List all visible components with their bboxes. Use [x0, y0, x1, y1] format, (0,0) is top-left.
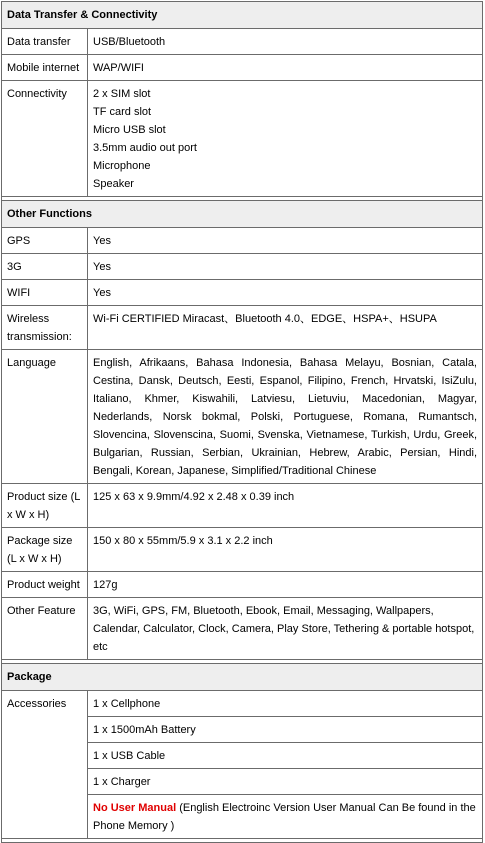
- spec-row-accessory: [2, 691, 483, 717]
- spec-value: USB/Bluetooth: [88, 29, 483, 55]
- section-header-package: [2, 664, 483, 691]
- spec-label: Connectivity: [2, 81, 88, 197]
- section-header-data-transfer: [2, 2, 483, 29]
- section-title: Data Transfer & Connectivity: [2, 2, 483, 29]
- spec-table: [1, 1, 483, 843]
- spec-label: Mobile internet: [2, 55, 88, 81]
- spec-value: 150 x 80 x 55mm/5.9 x 3.1 x 2.2 inch: [88, 528, 483, 572]
- accessory-item: 1 x USB Cable: [88, 743, 483, 769]
- spec-value-list: [88, 81, 483, 197]
- manual-note-cell: [88, 795, 483, 839]
- spec-value: 127g: [88, 572, 483, 598]
- spec-label: Product size (L x W x H): [2, 484, 88, 528]
- list-item: Micro USB slot: [93, 124, 166, 136]
- spec-label: WIFI: [2, 280, 88, 306]
- accessory-item: 1 x Charger: [88, 769, 483, 795]
- spec-label: Accessories: [2, 691, 88, 839]
- spec-row-other-feature: [2, 598, 483, 660]
- spec-label: Language: [2, 350, 88, 484]
- list-item: Microphone: [93, 160, 151, 172]
- spec-value: Wi-Fi CERTIFIED Miracast、Bluetooth 4.0、EDGE、HSPA+、HSUPA: [88, 306, 483, 350]
- section-gap: [2, 839, 483, 843]
- spec-label: Package size (L x W x H): [2, 528, 88, 572]
- spec-row-product-weight: [2, 572, 483, 598]
- list-item: TF card slot: [93, 106, 152, 118]
- spec-value: 125 x 63 x 9.9mm/4.92 x 2.48 x 0.39 inch: [88, 484, 483, 528]
- spec-row-data-transfer: [2, 29, 483, 55]
- spec-row-wifi: [2, 280, 483, 306]
- list-item: Speaker: [93, 178, 134, 190]
- list-item: 3.5mm audio out port: [93, 142, 197, 154]
- spec-row-gps: [2, 228, 483, 254]
- spec-row-connectivity: [2, 81, 483, 197]
- spec-row-package-size: [2, 528, 483, 572]
- spec-value: Yes: [88, 280, 483, 306]
- manual-note-text: (English Electroinc Version User Manual Can Be found in the Phone Memory ): [93, 802, 476, 832]
- section-title: Package: [2, 664, 483, 691]
- spec-label: GPS: [2, 228, 88, 254]
- spec-label: Wireless transmission:: [2, 306, 88, 350]
- no-user-manual-label: No User Manual: [93, 802, 177, 814]
- spec-value: Yes: [88, 228, 483, 254]
- spec-row-3g: [2, 254, 483, 280]
- spec-label: Other Feature: [2, 598, 88, 660]
- spec-value: Yes: [88, 254, 483, 280]
- spec-row-wireless-transmission: [2, 306, 483, 350]
- accessory-item: 1 x Cellphone: [88, 691, 483, 717]
- spec-row-mobile-internet: [2, 55, 483, 81]
- spec-label: Data transfer: [2, 29, 88, 55]
- spec-label: 3G: [2, 254, 88, 280]
- spec-label: Product weight: [2, 572, 88, 598]
- accessory-item: 1 x 1500mAh Battery: [88, 717, 483, 743]
- spec-value: 3G, WiFi, GPS, FM, Bluetooth, Ebook, Email, Messaging, Wallpapers, Calendar, Calculator, Clock, Camera, Play Store, Tethering & portable hotspot, etc: [88, 598, 483, 660]
- list-item: 2 x SIM slot: [93, 88, 151, 100]
- spec-value: English, Afrikaans, Bahasa Indonesia, Bahasa Melayu, Bosnian, Catala, Cestina, Dansk, Deutsch, Eesti, Espanol, Filipino, French, Hrvatski, IsiZulu, Italiano, Khmer, Kiswahili, Latviesu, Lietuviu, Macedonian, Magyar, Nederlands, Norsk bokmal, Polski, Portuguese, Romana, Rumantsch, Slovencina, Slovenscina, Suomi, Svenska, Vietnamese, Turkish, Urdu, Greek, Bulgarian, Russian, Serbian, Ukrainian, Hebrew, Arabic, Persian, Hindi, Bengali, Korean, Japanese, Simplified/Traditional Chinese: [88, 350, 483, 484]
- spec-row-product-size: [2, 484, 483, 528]
- spec-row-language: [2, 350, 483, 484]
- section-header-other-functions: [2, 201, 483, 228]
- spec-value: WAP/WIFI: [88, 55, 483, 81]
- section-title: Other Functions: [2, 201, 483, 228]
